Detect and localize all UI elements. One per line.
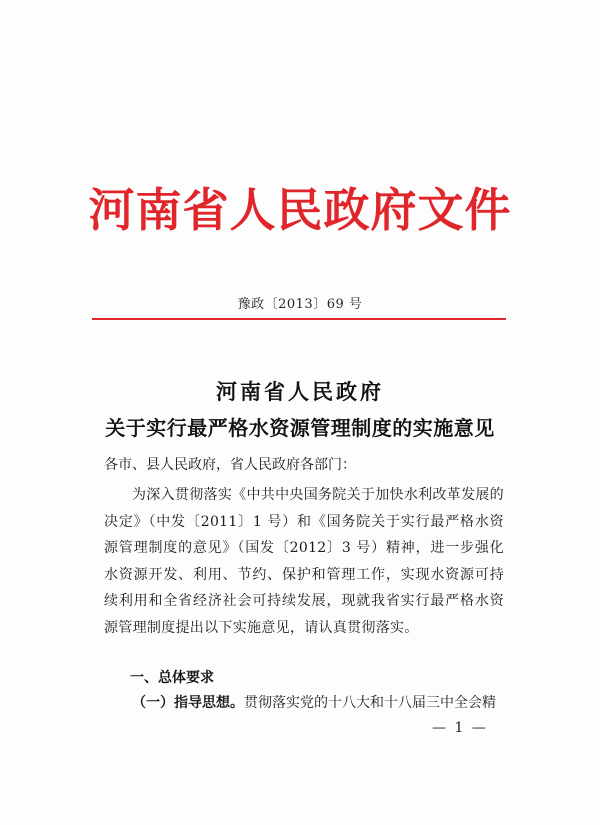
title-subject: 关于实行最严格水资源管理制度的实施意见 bbox=[105, 416, 495, 440]
opening-paragraph: 为深入贯彻落实《中共中央国务院关于加快水利改革发展的决定》（中发〔2011〕1 号）和《国务院关于实行最严格水资源管理制度的意见》（国发〔2012〕3 号）精神，进一步强化水资源开发、利用、节约、保护和管理工作，实现水资源可持续利用和全省经济社会可持续发展，现就我省实行最严格水资源管理制度提出以下实施意见，请认真贯彻落实。 bbox=[104, 487, 504, 636]
section-heading: 一、总体要求 bbox=[130, 670, 214, 686]
subsection-heading: （一）指导思想。 bbox=[132, 695, 244, 711]
red-divider-line bbox=[92, 318, 506, 320]
salutation: 各市、县人民政府，省人民政府各部门： bbox=[104, 457, 356, 473]
document-number: 豫政〔2013〕69 号 bbox=[237, 297, 363, 312]
document-masthead: 河南省人民政府文件 bbox=[88, 183, 512, 237]
title-issuer: 河南省人民政府 bbox=[216, 379, 384, 404]
page-number: — 1 — bbox=[432, 720, 488, 736]
subsection-text: 贯彻落实党的十八大和十八届三中全会精 bbox=[244, 695, 496, 711]
subsection-line bbox=[104, 690, 504, 716]
